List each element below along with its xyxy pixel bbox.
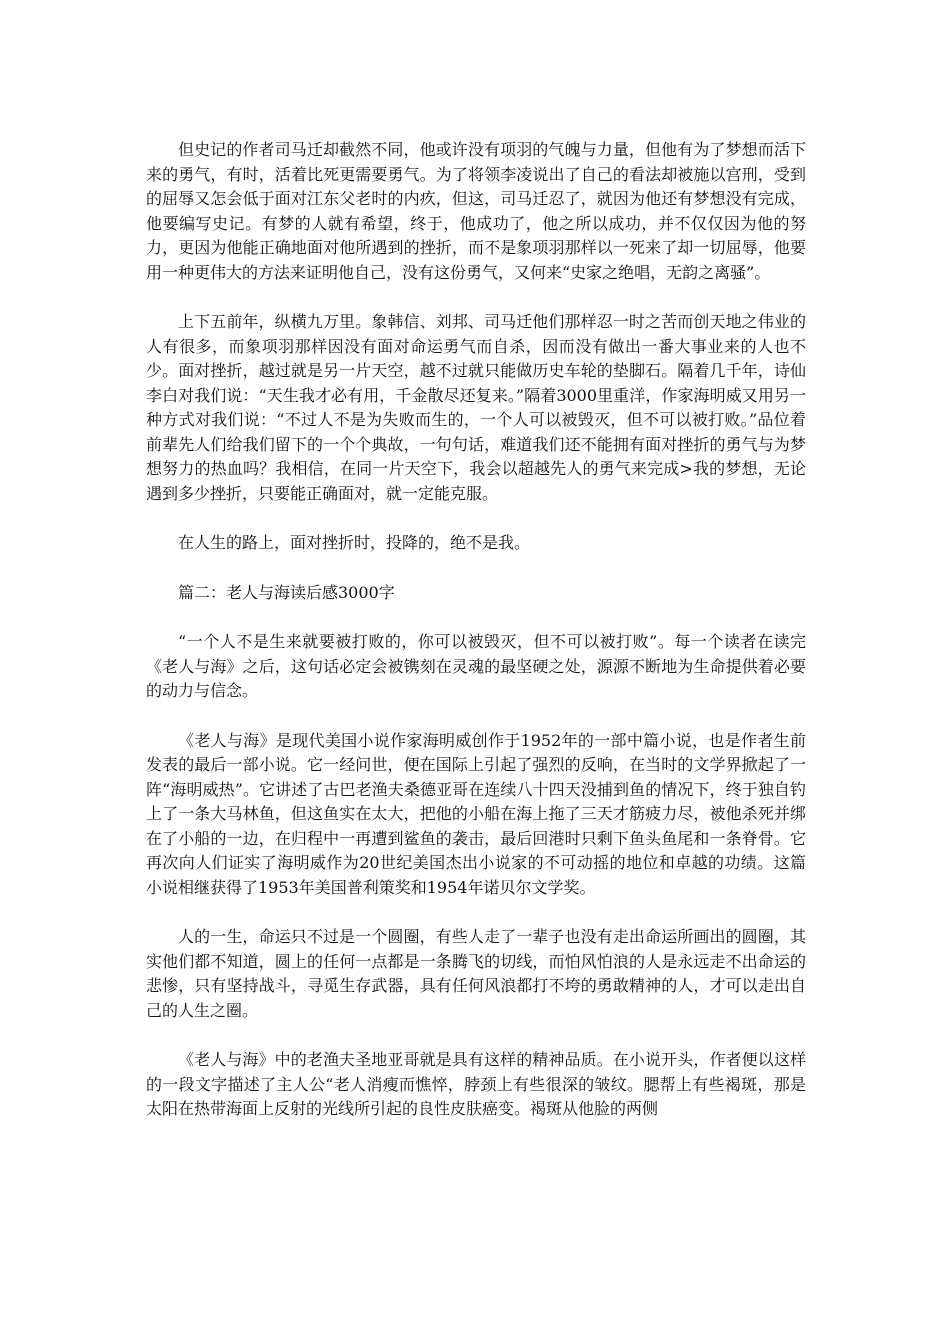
paragraph-santiago: 《老人与海》中的老渔夫圣地亚哥就是具有这样的精神品质。在小说开头，作者便以这样的一段文字描述了主人公“老人消瘦而憔悴，脖颈上有些很深的皱纹。腮帮上有些褐斑，那是太阳在热带海面上反射的光线所引起的良性皮肤癌变。褐斑从他脸的两侧 bbox=[146, 1050, 806, 1118]
paragraph-conclusion: 在人生的路上，面对挫折时，投降的，绝不是我。 bbox=[178, 533, 531, 552]
section-heading: 篇二：老人与海读后感3000字 bbox=[178, 582, 395, 602]
paragraph-sima-qian: 但史记的作者司马迁却截然不同，他或许没有项羽的气魄与力量，但他有为了梦想而活下来的勇气，有时，活着比死更需要勇气。为了将领李凌说出了自己的看法却被施以宫刑，受到的屈辱又怎会低于面对江东父老时的内疚，但这，司马迁忍了，就因为他还有梦想没有完成，他要编写史记。有梦的人就有希望，终于，他成功了，他之所以成功，并不仅仅因为他的努力，更因为他能正确地面对他所遇到的挫折，而不是象项羽那样以一死来了却一切屈辱，他要用一种更伟大的方法来证明他自己，没有这份勇气，又何来“史家之绝唱，无韵之离骚”。 bbox=[146, 140, 806, 282]
paragraph-history: 上下五前年，纵横九万里。象韩信、刘邦、司马迁他们那样忍一时之苦而创天地之伟业的人有很多，而象项羽那样因没有面对命运勇气而自杀，因而没有做出一番大事业来的人也不少。面对挫折，越过就是另一片天空，越不过就只能做历史车轮的垫脚石。隔着几千年，诗仙李白对我们说：“天生我才必有用，千金散尽还复来。”隔着3000里重洋，作家海明威又用另一种方式对我们说：“不过人不是为失败而生的，一个人可以被毁灭，但不可以被打败。”品位着前辈先人们给我们留下的一个个典故，一句句话，难道我们还不能拥有面对挫折的勇气与为梦想努力的热血吗？我相信，在同一片天空下，我会以超越先人的勇气来完成>我的梦想，无论遇到多少挫折，只要能正确面对，就一定能克服。 bbox=[146, 312, 806, 503]
paragraph-life-circle: 人的一生，命运只不过是一个圆圈，有些人走了一辈子也没有走出命运所画出的圆圈，其实他们都不知道，圆上的任何一点都是一条腾飞的切线，而怕风怕浪的人是永远走不出命运的悲惨，只有坚持战斗，寻觅生存武器，具有任何风浪都打不垮的勇敢精神的人，才可以走出自己的人生之圈。 bbox=[146, 927, 806, 1020]
paragraph-novel-intro: 《老人与海》是现代美国小说作家海明威创作于1952年的一部中篇小说，也是作者生前发表的最后一部小说。它一经问世，便在国际上引起了强烈的反响，在当时的文学界掀起了一阵“海明威热”。它讲述了古巴老渔夫桑德亚哥在连续八十四天没捕到鱼的情况下，终于独自钓上了一条大马林鱼，但这鱼实在太大，把他的小船在海上拖了三天才筋疲力尽，被他杀死并绑在了小船的一边，在归程中一再遭到鲨鱼的袭击，最后回港时只剩下鱼头鱼尾和一条脊骨。它再次向人们证实了海明威作为20世纪美国杰出小说家的不可动摇的地位和卓越的功绩。这篇小说相继获得了1953年美国普利策奖和1954年诺贝尔文学奖。 bbox=[146, 730, 806, 897]
document-page bbox=[146, 138, 806, 1147]
paragraph-quote: “一个人不是生来就要被打败的，你可以被毁灭，但不可以被打败”。每一个读者在读完《老人与海》之后，这句话必定会被镌刻在灵魂的最坚硬之处，源源不断地为生命提供着必要的动力与信念。 bbox=[146, 632, 806, 700]
